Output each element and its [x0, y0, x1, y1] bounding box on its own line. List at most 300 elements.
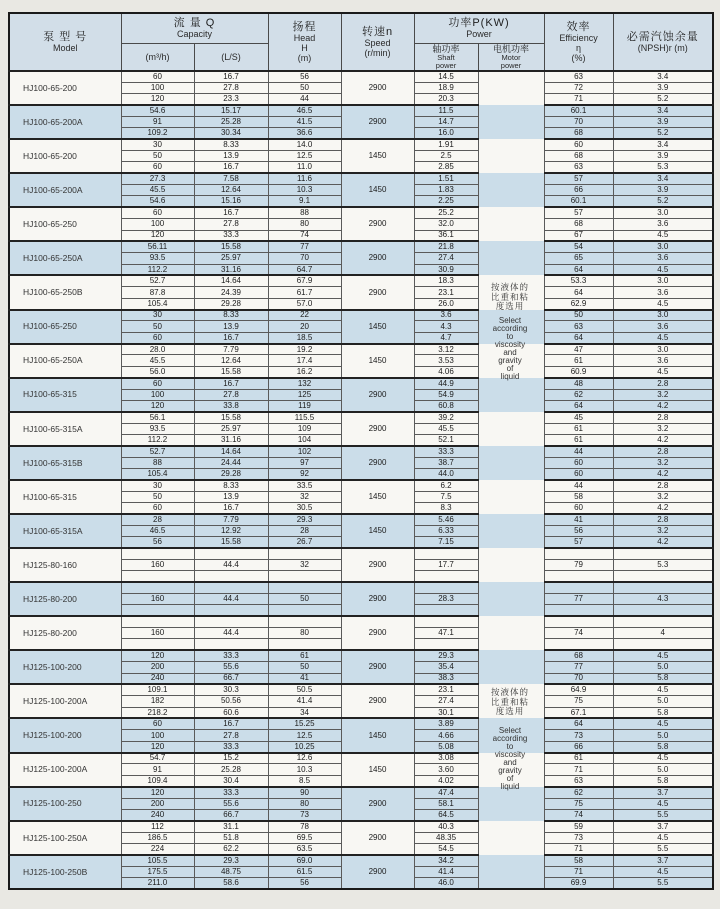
capacity-m3h-cell: 218.2 [121, 707, 194, 718]
col-header-ls [194, 43, 268, 71]
head-cell: 41 [268, 673, 341, 684]
capacity-ls-cell: 29.28 [194, 469, 268, 480]
efficiency-cell: 44 [544, 480, 613, 491]
shaft-power-cell: 1.51 [414, 173, 478, 184]
capacity-ls-cell: 66.7 [194, 673, 268, 684]
capacity-m3h-cell: 54.6 [121, 196, 194, 207]
motor-power-cell [478, 298, 544, 309]
capacity-ls-cell: 27.8 [194, 389, 268, 400]
npsh-header-en: (NPSH)r (m) [637, 43, 688, 54]
capacity-ls-cell: 15.58 [194, 366, 268, 377]
capacity-m3h-cell: 105.4 [121, 298, 194, 309]
capacity-ls-cell: 30.34 [194, 128, 268, 139]
col-header-m3h [121, 43, 194, 71]
npsh-cell: 3.6 [613, 287, 713, 298]
head-cell: 61.5 [268, 866, 341, 877]
motor-power-cell [478, 594, 544, 605]
model-header-cn: 泵 型 号 [43, 30, 88, 43]
capacity-ls-cell: 25.97 [194, 253, 268, 264]
head-cell: 32 [268, 491, 341, 502]
capacity-ls-cell: 27.8 [194, 219, 268, 230]
capacity-m3h-cell: 160 [121, 559, 194, 570]
head-cell: 115.5 [268, 412, 341, 423]
capacity-ls-cell: 29.28 [194, 298, 268, 309]
capacity-m3h-cell: 112.2 [121, 435, 194, 446]
npsh-cell: 4.2 [613, 503, 713, 514]
head-cell: 34 [268, 707, 341, 718]
motor-power-cell [478, 185, 544, 196]
col-header-model [9, 13, 121, 71]
spec-row [9, 787, 713, 798]
spec-row [9, 344, 713, 355]
head-cell [268, 548, 341, 559]
efficiency-cell: 64 [544, 718, 613, 729]
efficiency-cell: 47 [544, 344, 613, 355]
capacity-ls-cell: 33.3 [194, 650, 268, 661]
motor-power-cell [478, 196, 544, 207]
npsh-cell: 3.0 [613, 275, 713, 286]
efficiency-cell [544, 605, 613, 616]
speed-header-unit: (r/min) [364, 48, 391, 59]
motor-power-cell [478, 559, 544, 570]
npsh-cell: 3.2 [613, 423, 713, 434]
motor-power-cell [478, 855, 544, 866]
npsh-cell: 3.2 [613, 389, 713, 400]
npsh-cell: 3.0 [613, 344, 713, 355]
capacity-ls-cell: 25.97 [194, 423, 268, 434]
motor-power-cell [478, 310, 544, 321]
shaft-power-cell: 4.66 [414, 730, 478, 741]
spec-row [9, 582, 713, 593]
capacity-m3h-cell: 175.5 [121, 866, 194, 877]
shaft-power-cell: 16.0 [414, 128, 478, 139]
shaft-power-header-cn: 轴功率 [432, 44, 460, 55]
capacity-ls-cell: 33.3 [194, 741, 268, 752]
npsh-cell: 5.3 [613, 559, 713, 570]
motor-power-cell [478, 389, 544, 400]
head-cell: 22 [268, 310, 341, 321]
motor-power-cell [478, 355, 544, 366]
motor-power-cell [478, 491, 544, 502]
col-header-speed [341, 13, 414, 71]
efficiency-cell: 41 [544, 514, 613, 525]
efficiency-cell: 64 [544, 264, 613, 275]
shaft-power-cell: 6.2 [414, 480, 478, 491]
npsh-cell: 3.9 [613, 185, 713, 196]
shaft-power-cell: 38.7 [414, 457, 478, 468]
head-cell: 17.4 [268, 355, 341, 366]
speed-cell: 2900 [341, 105, 414, 139]
shaft-power-cell: 32.0 [414, 219, 478, 230]
npsh-cell: 3.6 [613, 219, 713, 230]
shaft-power-cell: 23.1 [414, 684, 478, 695]
capacity-ls-cell [194, 616, 268, 627]
npsh-cell: 4 [613, 628, 713, 639]
motor-power-cell [478, 344, 544, 355]
capacity-m3h-cell: 50 [121, 151, 194, 162]
speed-cell: 2900 [341, 787, 414, 821]
head-cell: 80 [268, 219, 341, 230]
npsh-cell: 4.5 [613, 366, 713, 377]
shaft-power-cell: 36.1 [414, 230, 478, 241]
capacity-ls-cell: 55.6 [194, 798, 268, 809]
efficiency-cell: 63 [544, 71, 613, 82]
npsh-cell: 4.2 [613, 537, 713, 548]
shaft-power-cell: 2.5 [414, 151, 478, 162]
capacity-m3h-cell: 100 [121, 730, 194, 741]
speed-cell: 2900 [341, 378, 414, 412]
capacity-m3h-cell [121, 639, 194, 650]
motor-power-cell [478, 662, 544, 673]
npsh-cell: 4.5 [613, 866, 713, 877]
head-cell: 28 [268, 525, 341, 536]
capacity-ls-cell: 24.39 [194, 287, 268, 298]
motor-power-header-en1: Motor [501, 53, 521, 63]
motor-power-cell [478, 264, 544, 275]
head-cell: 36.6 [268, 128, 341, 139]
shaft-power-cell: 1.83 [414, 185, 478, 196]
capacity-ls-cell: 7.79 [194, 344, 268, 355]
npsh-cell: 3.7 [613, 821, 713, 832]
col-header-head [268, 13, 341, 71]
col-header-npsh [613, 13, 713, 71]
capacity-ls-cell [194, 605, 268, 616]
model-name-cell: HJ100-65-315 [9, 378, 121, 412]
model-name-cell: HJ100-65-200 [9, 139, 121, 173]
speed-cell: 1450 [341, 514, 414, 548]
model-name-cell: HJ100-65-200A [9, 105, 121, 139]
motor-power-cell [478, 400, 544, 411]
shaft-power-cell: 48.35 [414, 832, 478, 843]
motor-power-note-en-bottom: Select according to viscosity and gravity of liquid [492, 726, 528, 791]
model-name-cell: HJ100-65-315A [9, 412, 121, 446]
shaft-power-cell: 2.85 [414, 162, 478, 173]
head-cell: 92 [268, 469, 341, 480]
model-name-cell: HJ125-80-200 [9, 616, 121, 650]
capacity-ls-cell: 15.58 [194, 412, 268, 423]
capacity-ls-cell: 48.75 [194, 866, 268, 877]
efficiency-cell: 74 [544, 628, 613, 639]
npsh-cell: 4.2 [613, 435, 713, 446]
model-name-cell: HJ100-65-200A [9, 173, 121, 207]
spec-row [9, 650, 713, 661]
shaft-power-cell: 27.4 [414, 253, 478, 264]
capacity-ls-cell: 16.7 [194, 71, 268, 82]
head-cell: 8.5 [268, 775, 341, 786]
motor-power-cell [478, 730, 544, 741]
col-header-shaft-power [414, 43, 478, 71]
capacity-m3h-cell: 112.2 [121, 264, 194, 275]
motor-power-cell [478, 275, 544, 286]
motor-power-cell [478, 878, 544, 889]
speed-cell: 1450 [341, 139, 414, 173]
speed-header-cn: 转速n [361, 25, 394, 38]
capacity-m3h-cell: 28.0 [121, 344, 194, 355]
capacity-ls-cell: 62.2 [194, 843, 268, 854]
head-cell: 10.25 [268, 741, 341, 752]
motor-power-cell [478, 219, 544, 230]
capacity-m3h-cell: 30 [121, 480, 194, 491]
head-cell: 73 [268, 809, 341, 820]
efficiency-cell: 57 [544, 173, 613, 184]
spec-row [9, 446, 713, 457]
efficiency-cell: 60.1 [544, 105, 613, 116]
npsh-cell: 4.5 [613, 753, 713, 764]
efficiency-cell: 61 [544, 355, 613, 366]
capacity-ls-cell [194, 571, 268, 582]
capacity-m3h-cell: 52.7 [121, 446, 194, 457]
spec-row [9, 514, 713, 525]
efficiency-cell: 70 [544, 673, 613, 684]
ls-unit-label: (L/S) [221, 51, 241, 62]
capacity-ls-cell: 15.16 [194, 196, 268, 207]
model-name-cell: HJ125-80-160 [9, 548, 121, 582]
capacity-m3h-cell: 46.5 [121, 525, 194, 536]
speed-cell: 1450 [341, 344, 414, 378]
col-header-efficiency [544, 13, 613, 71]
capacity-ls-cell: 50.56 [194, 696, 268, 707]
shaft-power-cell: 18.3 [414, 275, 478, 286]
head-cell: 102 [268, 446, 341, 457]
capacity-ls-cell: 25.28 [194, 764, 268, 775]
capacity-ls-cell: 16.7 [194, 718, 268, 729]
spec-row [9, 718, 713, 729]
speed-cell: 2900 [341, 446, 414, 480]
shaft-power-cell [414, 548, 478, 559]
capacity-m3h-cell: 120 [121, 650, 194, 661]
shaft-power-cell: 40.3 [414, 821, 478, 832]
motor-power-cell [478, 230, 544, 241]
head-cell: 46.5 [268, 105, 341, 116]
capacity-m3h-cell [121, 616, 194, 627]
motor-power-note-cn-top: 按液体的 比重和粘 度选用 [490, 282, 529, 311]
efficiency-cell: 57 [544, 207, 613, 218]
efficiency-cell [544, 616, 613, 627]
head-cell: 12.5 [268, 730, 341, 741]
head-cell: 11.6 [268, 173, 341, 184]
capacity-ls-cell: 31.16 [194, 435, 268, 446]
shaft-power-cell: 7.15 [414, 537, 478, 548]
npsh-cell: 3.2 [613, 525, 713, 536]
capacity-ls-cell: 8.33 [194, 310, 268, 321]
shaft-power-cell: 14.5 [414, 71, 478, 82]
npsh-cell [613, 605, 713, 616]
capacity-header-cn: 流 量 Q [173, 17, 216, 30]
motor-power-cell [478, 253, 544, 264]
power-header-cn: 功率P(KW) [448, 17, 510, 30]
capacity-m3h-cell [121, 605, 194, 616]
motor-power-cell [478, 480, 544, 491]
capacity-m3h-cell: 120 [121, 230, 194, 241]
npsh-cell: 3.4 [613, 173, 713, 184]
shaft-power-cell: 29.3 [414, 650, 478, 661]
npsh-cell: 5.0 [613, 764, 713, 775]
speed-cell: 2900 [341, 616, 414, 650]
capacity-ls-cell: 25.28 [194, 116, 268, 127]
head-cell: 30.5 [268, 503, 341, 514]
motor-power-cell [478, 775, 544, 786]
npsh-cell: 4.5 [613, 332, 713, 343]
head-cell: 80 [268, 798, 341, 809]
head-cell: 41.4 [268, 696, 341, 707]
efficiency-cell: 77 [544, 662, 613, 673]
efficiency-cell: 61 [544, 435, 613, 446]
speed-cell: 2900 [341, 71, 414, 105]
capacity-m3h-cell: 56 [121, 537, 194, 548]
model-name-cell: HJ100-65-250A [9, 241, 121, 275]
spec-row [9, 241, 713, 252]
shaft-power-cell [414, 571, 478, 582]
efficiency-cell: 57 [544, 537, 613, 548]
efficiency-cell: 64 [544, 287, 613, 298]
npsh-cell: 5.0 [613, 730, 713, 741]
efficiency-cell: 79 [544, 559, 613, 570]
npsh-cell: 4.5 [613, 684, 713, 695]
npsh-cell [613, 582, 713, 593]
head-cell [268, 616, 341, 627]
power-header-en: Power [466, 29, 492, 40]
model-header-en: Model [52, 43, 78, 54]
capacity-m3h-cell: 60 [121, 71, 194, 82]
capacity-ls-cell: 51.8 [194, 832, 268, 843]
capacity-m3h-cell: 109.4 [121, 775, 194, 786]
npsh-cell: 4.5 [613, 832, 713, 843]
motor-power-cell [478, 537, 544, 548]
capacity-m3h-cell: 30 [121, 139, 194, 150]
head-cell [268, 571, 341, 582]
efficiency-cell [544, 582, 613, 593]
capacity-m3h-cell [121, 548, 194, 559]
head-cell: 69.0 [268, 855, 341, 866]
motor-power-cell [478, 809, 544, 820]
motor-power-cell [478, 378, 544, 389]
npsh-cell: 5.3 [613, 162, 713, 173]
shaft-power-cell: 34.2 [414, 855, 478, 866]
efficiency-cell: 45 [544, 412, 613, 423]
spec-row [9, 548, 713, 559]
efficiency-cell: 63 [544, 775, 613, 786]
model-name-cell: HJ125-80-200 [9, 582, 121, 616]
capacity-m3h-cell [121, 582, 194, 593]
table-header [9, 13, 713, 71]
capacity-m3h-cell: 112 [121, 821, 194, 832]
head-cell: 56 [268, 878, 341, 889]
efficiency-cell: 74 [544, 809, 613, 820]
npsh-cell [613, 571, 713, 582]
capacity-m3h-cell: 60 [121, 378, 194, 389]
head-cell: 41.5 [268, 116, 341, 127]
motor-power-cell [478, 718, 544, 729]
shaft-power-cell: 54.9 [414, 389, 478, 400]
npsh-cell: 3.4 [613, 105, 713, 116]
model-name-cell: HJ100-65-315B [9, 446, 121, 480]
efficiency-cell: 68 [544, 151, 613, 162]
speed-cell: 1450 [341, 753, 414, 787]
capacity-m3h-cell: 200 [121, 662, 194, 673]
capacity-ls-cell: 60.6 [194, 707, 268, 718]
efficiency-cell: 60 [544, 469, 613, 480]
spec-row [9, 616, 713, 627]
motor-power-cell [478, 832, 544, 843]
capacity-m3h-cell: 100 [121, 82, 194, 93]
efficiency-cell: 59 [544, 821, 613, 832]
pump-spec-table [8, 12, 714, 890]
efficiency-cell [544, 571, 613, 582]
head-cell: 50 [268, 662, 341, 673]
capacity-m3h-cell: 91 [121, 764, 194, 775]
capacity-m3h-cell: 211.0 [121, 878, 194, 889]
shaft-power-cell: 28.3 [414, 594, 478, 605]
head-header-en: Head [293, 33, 316, 44]
npsh-cell: 3.9 [613, 151, 713, 162]
spec-row [9, 71, 713, 82]
capacity-m3h-cell: 27.3 [121, 173, 194, 184]
efficiency-header-cn: 效率 [566, 20, 591, 33]
head-cell: 90 [268, 787, 341, 798]
motor-power-cell [478, 650, 544, 661]
capacity-m3h-cell: 30 [121, 310, 194, 321]
capacity-m3h-cell: 224 [121, 843, 194, 854]
capacity-m3h-cell: 182 [121, 696, 194, 707]
motor-power-cell [478, 684, 544, 695]
motor-power-cell [478, 741, 544, 752]
motor-power-cell [478, 446, 544, 457]
shaft-power-cell: 47.4 [414, 787, 478, 798]
spec-row [9, 173, 713, 184]
efficiency-cell: 62 [544, 389, 613, 400]
efficiency-cell: 44 [544, 446, 613, 457]
capacity-m3h-cell: 45.5 [121, 185, 194, 196]
npsh-cell: 5.8 [613, 707, 713, 718]
shaft-power-cell: 8.3 [414, 503, 478, 514]
efficiency-cell: 77 [544, 594, 613, 605]
efficiency-header-unit: (%) [571, 53, 586, 64]
capacity-m3h-cell: 120 [121, 741, 194, 752]
efficiency-cell [544, 639, 613, 650]
motor-power-cell [478, 423, 544, 434]
head-cell: 97 [268, 457, 341, 468]
npsh-header-cn: 必需汽蚀余量 [626, 30, 699, 43]
shaft-power-header-en1: Shaft [437, 53, 455, 63]
spec-row [9, 378, 713, 389]
efficiency-cell: 61 [544, 423, 613, 434]
shaft-power-cell: 64.5 [414, 809, 478, 820]
npsh-cell: 5.8 [613, 775, 713, 786]
capacity-m3h-cell: 60 [121, 718, 194, 729]
capacity-ls-cell: 44.4 [194, 559, 268, 570]
npsh-cell: 5.0 [613, 696, 713, 707]
shaft-power-cell: 21.8 [414, 241, 478, 252]
npsh-cell: 3.4 [613, 139, 713, 150]
model-name-cell: HJ100-65-315 [9, 480, 121, 514]
motor-power-cell [478, 787, 544, 798]
efficiency-cell: 71 [544, 764, 613, 775]
head-cell: 104 [268, 435, 341, 446]
efficiency-cell: 62 [544, 787, 613, 798]
shaft-power-cell: 3.6 [414, 310, 478, 321]
efficiency-cell: 54 [544, 241, 613, 252]
npsh-cell: 5.2 [613, 128, 713, 139]
capacity-ls-cell: 23.3 [194, 94, 268, 105]
head-header-unit: (m) [297, 53, 312, 64]
npsh-cell: 3.6 [613, 253, 713, 264]
efficiency-cell: 68 [544, 128, 613, 139]
shaft-power-cell: 5.08 [414, 741, 478, 752]
capacity-ls-cell: 12.64 [194, 185, 268, 196]
model-name-cell: HJ100-65-200 [9, 71, 121, 105]
motor-power-cell [478, 162, 544, 173]
speed-cell: 2900 [341, 412, 414, 446]
